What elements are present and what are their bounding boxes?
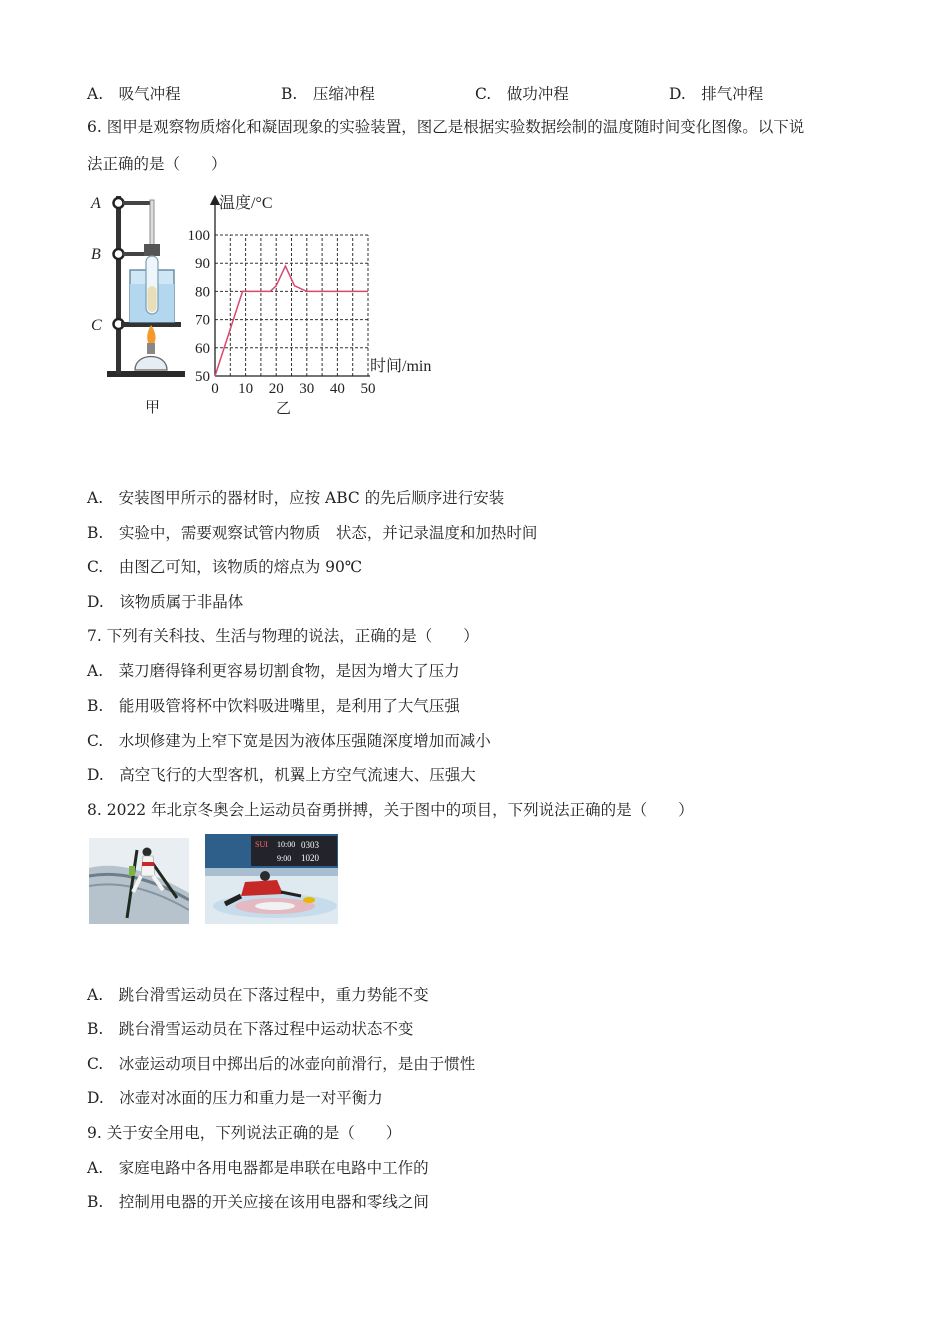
y-axis-label: 温度/°C	[219, 195, 273, 212]
q8-option-d: D. 冰壶对冰面的压力和重力是一对平衡力	[87, 1089, 383, 1107]
ski-jump-photo	[89, 838, 189, 924]
q8-stem: 8. 2022 年北京冬奥会上运动员奋勇拼搏，关于图中的项目，下列说法正确的是（ ）	[87, 801, 694, 819]
x-tick-label: 0	[211, 381, 219, 397]
scoreboard-time: 10:00	[277, 840, 296, 849]
x-tick-label: 20	[268, 381, 284, 397]
q5-options	[87, 82, 867, 102]
q6-stem-line1: 6. 图甲是观察物质熔化和凝固现象的实验装置，图乙是根据实验数据绘制的温度随时间变化图像。以下说	[87, 118, 805, 136]
x-tick-label: 40	[329, 381, 345, 397]
q6-stem-line2: 法正确的是（ ）	[87, 155, 227, 173]
label-b: B	[91, 246, 101, 263]
label-c: C	[91, 317, 102, 334]
flame	[147, 325, 155, 346]
x-axis-label: 时间/min	[370, 358, 432, 375]
alcohol-lamp	[135, 357, 167, 371]
y-tick-labels	[188, 228, 211, 385]
clamp-b	[114, 249, 124, 259]
q7-option-d: D. 高空飞行的大型客机，机翼上方空气流速大、压强大	[87, 766, 476, 784]
q6-option-c: C. 由图乙可知，该物质的熔点为 90℃	[87, 558, 363, 576]
clamp-a	[114, 198, 124, 208]
q7-stem: 7. 下列有关科技、生活与物理的说法，正确的是（ ）	[87, 627, 479, 645]
q7-option-a: A. 菜刀磨得锋利更容易切割食物，是因为增大了压力	[87, 662, 460, 680]
scoreboard-flag: SUI	[255, 840, 268, 849]
y-tick-label: 90	[195, 256, 210, 273]
q5-option-a: A. 吸气冲程	[87, 85, 181, 103]
q7-option-c: C. 水坝修建为上窄下宽是因为液体压强随深度增加而减小	[87, 732, 491, 750]
scoreboard-row1: 0303	[301, 840, 319, 850]
x-tick-labels	[211, 381, 375, 397]
q5-option-b: B. 压缩冲程	[281, 85, 375, 103]
q6-option-a: A. 安装图甲所示的器材时，应按 ABC 的先后顺序进行安装	[87, 489, 505, 507]
stand-rod	[116, 196, 121, 374]
curling-photo	[205, 834, 338, 924]
q6-option-b: B. 实验中，需要观察试管内物质 状态，并记录温度和加热时间	[87, 524, 538, 542]
q5-option-c: C. 做功冲程	[475, 85, 569, 103]
y-tick-label: 70	[195, 312, 210, 329]
x-tick-label: 10	[238, 381, 254, 397]
q6-option-d: D. 该物质属于非晶体	[87, 593, 244, 611]
scoreboard-row2: 1020	[301, 853, 319, 863]
q5-option-d: D. 排气冲程	[669, 85, 764, 103]
q9-option-b: B. 控制用电器的开关应接在该用电器和零线之间	[87, 1193, 429, 1211]
temperature-time-chart	[170, 188, 460, 423]
figure-label-jia: 甲	[145, 400, 161, 416]
y-tick-label: 60	[195, 340, 210, 357]
x-tick-label: 30	[299, 381, 315, 397]
q8-option-a: A. 跳台滑雪运动员在下落过程中，重力势能不变	[87, 986, 429, 1004]
y-tick-label: 100	[187, 228, 210, 244]
q7-option-b: B. 能用吸管将杯中饮料吸进嘴里，是利用了大气压强	[87, 697, 460, 715]
label-a: A	[91, 195, 101, 212]
scoreboard-clock: 9:00	[277, 854, 292, 863]
y-tick-label: 50	[195, 369, 210, 385]
q8-option-c: C. 冰壶运动项目中掷出后的冰壶向前滑行，是由于惯性	[87, 1055, 476, 1073]
q8-option-b: B. 跳台滑雪运动员在下落过程中运动状态不变	[87, 1020, 414, 1038]
figure-label-yi: 乙	[276, 401, 292, 417]
q9-option-a: A. 家庭电路中各用电器都是串联在电路中工作的	[87, 1159, 429, 1177]
x-tick-label: 50	[360, 381, 376, 397]
y-tick-label: 80	[195, 284, 210, 301]
q9-stem: 9. 关于安全用电，下列说法正确的是（ ）	[87, 1124, 402, 1142]
